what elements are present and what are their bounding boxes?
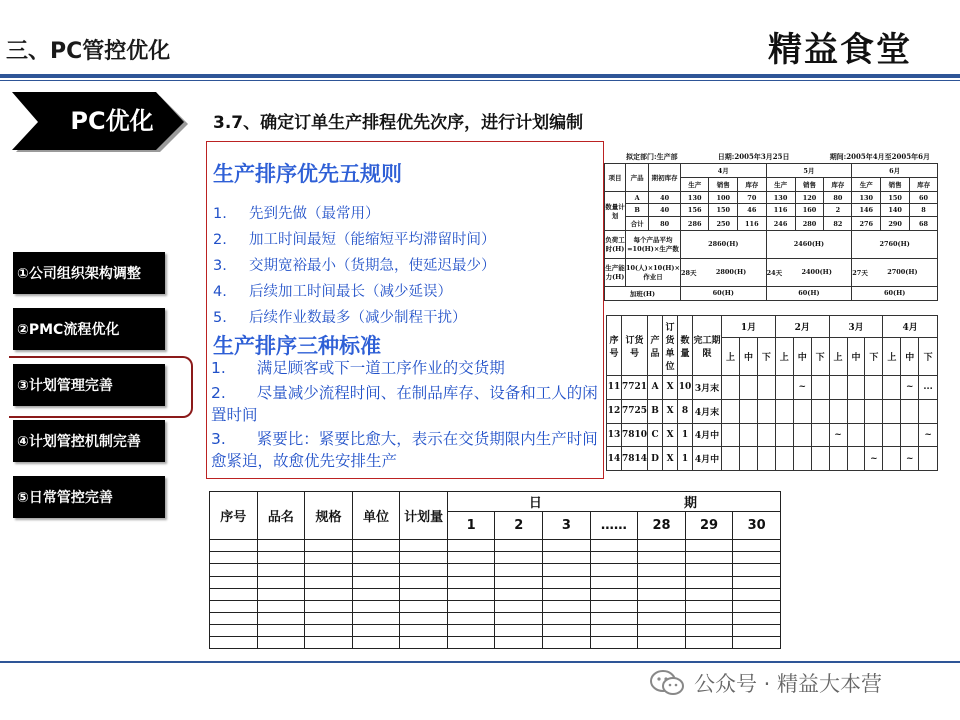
- form-cell[interactable]: [352, 564, 400, 576]
- form-cell[interactable]: [638, 576, 686, 588]
- form-cell[interactable]: [590, 564, 638, 576]
- xun-header: 上: [775, 338, 793, 376]
- sidebar-item-daily-control[interactable]: ⑤日常管控完善: [13, 476, 165, 518]
- form-cell[interactable]: [210, 612, 258, 624]
- order-cell: 3月末: [693, 376, 722, 400]
- order-cell: D: [648, 447, 663, 471]
- schedule-cell: ~: [829, 423, 847, 447]
- form-cell[interactable]: [638, 612, 686, 624]
- form-cell[interactable]: [638, 552, 686, 564]
- order-cell: 1: [678, 447, 693, 471]
- form-cell[interactable]: [590, 612, 638, 624]
- selected-item-outline: [9, 356, 193, 418]
- form-cell[interactable]: [352, 624, 400, 636]
- watermark-text: 公众号 · 精益大本营: [694, 672, 883, 696]
- schedule-cell: [865, 399, 883, 423]
- schedule-cell: [901, 399, 919, 423]
- form-cell[interactable]: [305, 636, 353, 648]
- table-row: [210, 564, 781, 576]
- schedule-cell: ~: [919, 423, 938, 447]
- table-row: 合计 80 286 250 116 246 280 82 276 290 68: [605, 217, 938, 231]
- order-cell: X: [663, 376, 678, 400]
- schedule-cell: [811, 447, 829, 471]
- order-cell: 7725: [622, 399, 648, 423]
- order-cell: 13: [607, 423, 622, 447]
- form-cell[interactable]: [495, 576, 543, 588]
- form-cell[interactable]: [685, 624, 733, 636]
- form-cell[interactable]: [638, 636, 686, 648]
- order-cell: 7814: [622, 447, 648, 471]
- order-cell: 12: [607, 399, 622, 423]
- schedule-cell: [919, 447, 938, 471]
- form-cell[interactable]: [210, 564, 258, 576]
- schedule-cell: [775, 423, 793, 447]
- form-cell[interactable]: [638, 540, 686, 552]
- form-cell[interactable]: [733, 588, 781, 600]
- form-cell[interactable]: [495, 624, 543, 636]
- table-row: [210, 588, 781, 600]
- schedule-cell: ~: [865, 447, 883, 471]
- plan-table-meta: 拟定部门:生产部 日期:2005年3月25日 期间:2005年4月至2005年6月: [626, 152, 930, 161]
- daily-plan-form-table: 序号 品名 规格 单位 计划量 日 期 1 2 3 …… 28 29 30: [209, 491, 781, 649]
- schedule-cell: ~: [901, 447, 919, 471]
- form-cell[interactable]: [495, 552, 543, 564]
- form-cell[interactable]: [447, 588, 495, 600]
- xun-header: 中: [793, 338, 811, 376]
- form-cell[interactable]: [638, 600, 686, 612]
- form-cell[interactable]: [305, 588, 353, 600]
- schedule-cell: [829, 376, 847, 400]
- schedule-cell: [883, 447, 901, 471]
- form-cell[interactable]: [495, 600, 543, 612]
- schedule-cell: [722, 376, 740, 400]
- form-cell[interactable]: [543, 636, 591, 648]
- form-cell[interactable]: [733, 636, 781, 648]
- form-cell[interactable]: [685, 588, 733, 600]
- form-cell[interactable]: [590, 540, 638, 552]
- table-row: [210, 540, 781, 552]
- day-header: 28: [638, 512, 686, 540]
- order-cell: 4月末: [693, 399, 722, 423]
- form-cell[interactable]: [210, 552, 258, 564]
- xun-header: 上: [883, 338, 901, 376]
- form-cell[interactable]: [638, 588, 686, 600]
- form-cell[interactable]: [210, 588, 258, 600]
- form-cell[interactable]: [447, 612, 495, 624]
- form-cell[interactable]: [447, 624, 495, 636]
- form-cell[interactable]: [305, 552, 353, 564]
- day-header: ……: [590, 512, 638, 540]
- day-header: 30: [733, 512, 781, 540]
- form-cell[interactable]: [400, 588, 448, 600]
- watermark: [650, 668, 882, 698]
- form-cell[interactable]: [257, 552, 305, 564]
- order-cell: X: [663, 423, 678, 447]
- schedule-cell: [775, 376, 793, 400]
- form-cell[interactable]: [447, 540, 495, 552]
- schedule-cell: [722, 423, 740, 447]
- scheduling-rules-box: [206, 141, 604, 479]
- schedule-cell: [739, 376, 757, 400]
- xun-header: 上: [829, 338, 847, 376]
- form-cell[interactable]: [352, 600, 400, 612]
- form-cell[interactable]: [733, 576, 781, 588]
- table-row: 加班(H) 60(H) 60(H) 60(H): [605, 286, 938, 300]
- form-cell[interactable]: [495, 612, 543, 624]
- header-divider: [0, 74, 960, 78]
- form-cell[interactable]: [400, 612, 448, 624]
- form-cell[interactable]: [352, 576, 400, 588]
- form-cell[interactable]: [590, 576, 638, 588]
- order-cell: 11: [607, 376, 622, 400]
- form-cell[interactable]: [685, 612, 733, 624]
- form-cell[interactable]: [210, 624, 258, 636]
- header-divider-thin: [0, 80, 960, 81]
- schedule-cell: [793, 423, 811, 447]
- form-cell[interactable]: [590, 636, 638, 648]
- form-cell[interactable]: [400, 540, 448, 552]
- schedule-cell: [847, 376, 865, 400]
- schedule-cell: [847, 399, 865, 423]
- table-row: [607, 423, 938, 447]
- xun-header: 上: [722, 338, 740, 376]
- standard-item: 1. 满足顾客或下一道工序作业的交货期: [211, 359, 505, 377]
- form-cell[interactable]: [495, 636, 543, 648]
- schedule-cell: [829, 399, 847, 423]
- form-cell[interactable]: [352, 540, 400, 552]
- form-cell[interactable]: [447, 600, 495, 612]
- form-cell[interactable]: [257, 588, 305, 600]
- standard-item: 3. 紧要比：紧要比愈大，表示在交货期限内生产时间愈紧迫，故愈优先安排生产: [211, 430, 598, 470]
- form-cell[interactable]: [352, 612, 400, 624]
- form-cell[interactable]: [257, 624, 305, 636]
- table-row: 负荷工时(H) 每个产品平均=10(H)×生产数 2860(H) 2460(H) 2760(H): [605, 230, 938, 258]
- table-row: [210, 624, 781, 636]
- form-cell[interactable]: [543, 576, 591, 588]
- form-cell[interactable]: [733, 624, 781, 636]
- rules-heading-priority: 生产排序优先五规则: [213, 162, 402, 186]
- form-cell[interactable]: [543, 540, 591, 552]
- form-cell[interactable]: [447, 564, 495, 576]
- schedule-cell: [865, 376, 883, 400]
- form-cell[interactable]: [685, 576, 733, 588]
- schedule-cell: [811, 376, 829, 400]
- form-cell[interactable]: [543, 600, 591, 612]
- form-cell[interactable]: [733, 540, 781, 552]
- order-cell: 4月中: [693, 447, 722, 471]
- form-cell[interactable]: [447, 552, 495, 564]
- schedule-cell: [883, 376, 901, 400]
- table-row: [210, 576, 781, 588]
- standard-item: 2. 尽量减少流程时间、在制品库存、设备和工人的闲置时间: [211, 384, 598, 424]
- order-cell: 7721: [622, 376, 648, 400]
- order-schedule-table: 序号 订货号 产品 订货单位 数量 完工期限 1月 2月 3月 4月 上 中 下 上 中 下 上 中 下 上 中 下 11 7721 A X 10 3月末 ~ ~ ... 12 7725 B X 8 4月末 13 7810 C X 1 4月中 ~ ~ 14 7814 D X 1 4月中 ~ ~: [606, 315, 938, 471]
- form-cell[interactable]: [400, 636, 448, 648]
- form-cell[interactable]: [257, 576, 305, 588]
- form-cell[interactable]: [685, 636, 733, 648]
- form-cell[interactable]: [305, 612, 353, 624]
- form-cell[interactable]: [305, 540, 353, 552]
- rule-item: 2. 加工时间最短（能缩短平均滞留时间）: [213, 232, 496, 248]
- schedule-cell: [775, 399, 793, 423]
- form-cell[interactable]: [257, 612, 305, 624]
- form-cell[interactable]: [305, 624, 353, 636]
- rules-heading-standards: 生产排序三种标准: [213, 334, 381, 358]
- order-cell: 7810: [622, 423, 648, 447]
- form-cell[interactable]: [305, 576, 353, 588]
- form-cell[interactable]: [352, 588, 400, 600]
- schedule-cell: [847, 423, 865, 447]
- slide-subtitle: 3.7、确定订单生产排程优先次序，进行计划编制: [213, 113, 584, 133]
- day-header: 2: [495, 512, 543, 540]
- form-cell[interactable]: [400, 552, 448, 564]
- schedule-cell: [919, 399, 938, 423]
- form-cell[interactable]: [305, 564, 353, 576]
- schedule-cell: [757, 423, 775, 447]
- schedule-cell: [883, 423, 901, 447]
- section-title: 三、PC管控优化: [6, 39, 171, 64]
- table-row: [210, 636, 781, 648]
- rule-item: 1. 先到先做（最常用）: [213, 206, 380, 222]
- form-cell[interactable]: [447, 576, 495, 588]
- rule-item: 5. 后续作业数最多（减少制程干扰）: [213, 310, 467, 326]
- table-row: [607, 399, 938, 423]
- schedule-cell: [739, 447, 757, 471]
- order-cell: B: [648, 399, 663, 423]
- form-cell[interactable]: [495, 564, 543, 576]
- form-cell[interactable]: [400, 564, 448, 576]
- form-cell[interactable]: [495, 588, 543, 600]
- form-cell[interactable]: [733, 552, 781, 564]
- schedule-cell: [739, 399, 757, 423]
- wechat-icon: [650, 669, 684, 697]
- table-row: 数量计划 A 40 130 100 70 130 120 80 130 150 60: [605, 191, 938, 204]
- order-cell: 8: [678, 399, 693, 423]
- xun-header: 下: [811, 338, 829, 376]
- form-cell[interactable]: [210, 540, 258, 552]
- form-cell[interactable]: [638, 624, 686, 636]
- table-row: [210, 612, 781, 624]
- schedule-cell: [739, 423, 757, 447]
- form-cell[interactable]: [257, 540, 305, 552]
- table-row: [210, 600, 781, 612]
- schedule-cell: [811, 423, 829, 447]
- xun-header: 下: [757, 338, 775, 376]
- schedule-cell: [811, 399, 829, 423]
- form-cell[interactable]: [685, 600, 733, 612]
- schedule-cell: ...: [919, 376, 938, 400]
- order-cell: X: [663, 399, 678, 423]
- schedule-cell: [775, 447, 793, 471]
- schedule-cell: [722, 399, 740, 423]
- order-cell: C: [648, 423, 663, 447]
- badge-label: PC优化: [70, 107, 154, 135]
- schedule-cell: [829, 447, 847, 471]
- schedule-cell: [757, 447, 775, 471]
- day-header: 3: [543, 512, 591, 540]
- sidebar-item-plan-control[interactable]: ④计划管控机制完善: [13, 420, 165, 462]
- schedule-cell: [901, 423, 919, 447]
- schedule-cell: [722, 447, 740, 471]
- form-cell[interactable]: [257, 636, 305, 648]
- form-cell[interactable]: [733, 600, 781, 612]
- form-cell[interactable]: [210, 600, 258, 612]
- xun-header: 下: [919, 338, 938, 376]
- sidebar-item-org-structure[interactable]: ①公司组织架构调整: [13, 252, 165, 294]
- table-row: [210, 552, 781, 564]
- table-row: [607, 376, 938, 400]
- form-cell[interactable]: [495, 540, 543, 552]
- order-cell: 4月中: [693, 423, 722, 447]
- table-row: [607, 447, 938, 471]
- table-row: 生产能力(H) 10(人)×10(H)×作业日 28天 2800(H) 24天 2400(H) 27天 2700(H): [605, 258, 938, 286]
- form-cell[interactable]: [352, 552, 400, 564]
- schedule-cell: [793, 399, 811, 423]
- pc-optimization-badge: [12, 92, 190, 156]
- schedule-cell: [865, 423, 883, 447]
- form-cell[interactable]: [543, 612, 591, 624]
- order-cell: X: [663, 447, 678, 471]
- schedule-cell: ~: [901, 376, 919, 400]
- xun-header: 中: [739, 338, 757, 376]
- sidebar-item-plan-management[interactable]: ③计划管理完善: [13, 364, 165, 406]
- form-cell[interactable]: [733, 612, 781, 624]
- form-cell[interactable]: [590, 624, 638, 636]
- form-cell[interactable]: [400, 600, 448, 612]
- form-cell[interactable]: [685, 552, 733, 564]
- form-cell[interactable]: [638, 564, 686, 576]
- table-row: B 40 156 150 46 116 160 2 146 140 8: [605, 204, 938, 217]
- schedule-cell: [757, 399, 775, 423]
- day-header: 29: [685, 512, 733, 540]
- form-cell[interactable]: [590, 552, 638, 564]
- order-cell: A: [648, 376, 663, 400]
- schedule-cell: [757, 376, 775, 400]
- form-cell[interactable]: [305, 600, 353, 612]
- sidebar-item-pmc-process[interactable]: ②PMC流程优化: [13, 308, 165, 350]
- rule-item: 3. 交期宽裕最小（货期急，使延迟最少）: [213, 258, 496, 274]
- order-cell: 1: [678, 423, 693, 447]
- form-cell[interactable]: [447, 636, 495, 648]
- form-cell[interactable]: [685, 540, 733, 552]
- order-cell: 14: [607, 447, 622, 471]
- schedule-cell: [847, 447, 865, 471]
- brand-logo-text: 精益食堂: [768, 30, 912, 70]
- form-cell[interactable]: [543, 552, 591, 564]
- order-cell: 10: [678, 376, 693, 400]
- form-cell[interactable]: [543, 564, 591, 576]
- day-header: 1: [447, 512, 495, 540]
- form-cell[interactable]: [257, 564, 305, 576]
- form-cell[interactable]: [543, 624, 591, 636]
- xun-header: 中: [847, 338, 865, 376]
- form-cell[interactable]: [352, 636, 400, 648]
- rule-item: 4. 后续加工时间最长（减少延误）: [213, 284, 452, 300]
- schedule-cell: [793, 447, 811, 471]
- form-cell[interactable]: [543, 588, 591, 600]
- form-cell[interactable]: [733, 564, 781, 576]
- form-cell[interactable]: [210, 636, 258, 648]
- form-cell[interactable]: [400, 576, 448, 588]
- form-cell[interactable]: [590, 600, 638, 612]
- form-cell[interactable]: [400, 624, 448, 636]
- form-cell[interactable]: [590, 588, 638, 600]
- production-plan-table: 项目 产品 期初库存 4月 5月 6月 生产 销售 库存 生产 销售 库存 生产 销售 库存 数量计划 A 40 130 100 70 130 120 80 130 150 60 B 40 156 150 46 116 160 2 146 140 8 合计 80 286 250 116 246 280 82 276 290 68 负荷工时(H) 每个产品平均=10(H)×生产数 2860(H) 2460(H) 2760(H) 生产能力(H) 10(人)×10(H)×作业日 28天 2800(H) 24天 2400(H) 27天 2700(H) 加班(H) 60(H) 60(H) 60(H): [604, 163, 938, 301]
- schedule-cell: ~: [793, 376, 811, 400]
- xun-header: 下: [865, 338, 883, 376]
- form-cell[interactable]: [685, 564, 733, 576]
- form-cell[interactable]: [257, 600, 305, 612]
- xun-header: 中: [901, 338, 919, 376]
- footer-divider: [0, 661, 960, 663]
- form-cell[interactable]: [210, 576, 258, 588]
- schedule-cell: [883, 399, 901, 423]
